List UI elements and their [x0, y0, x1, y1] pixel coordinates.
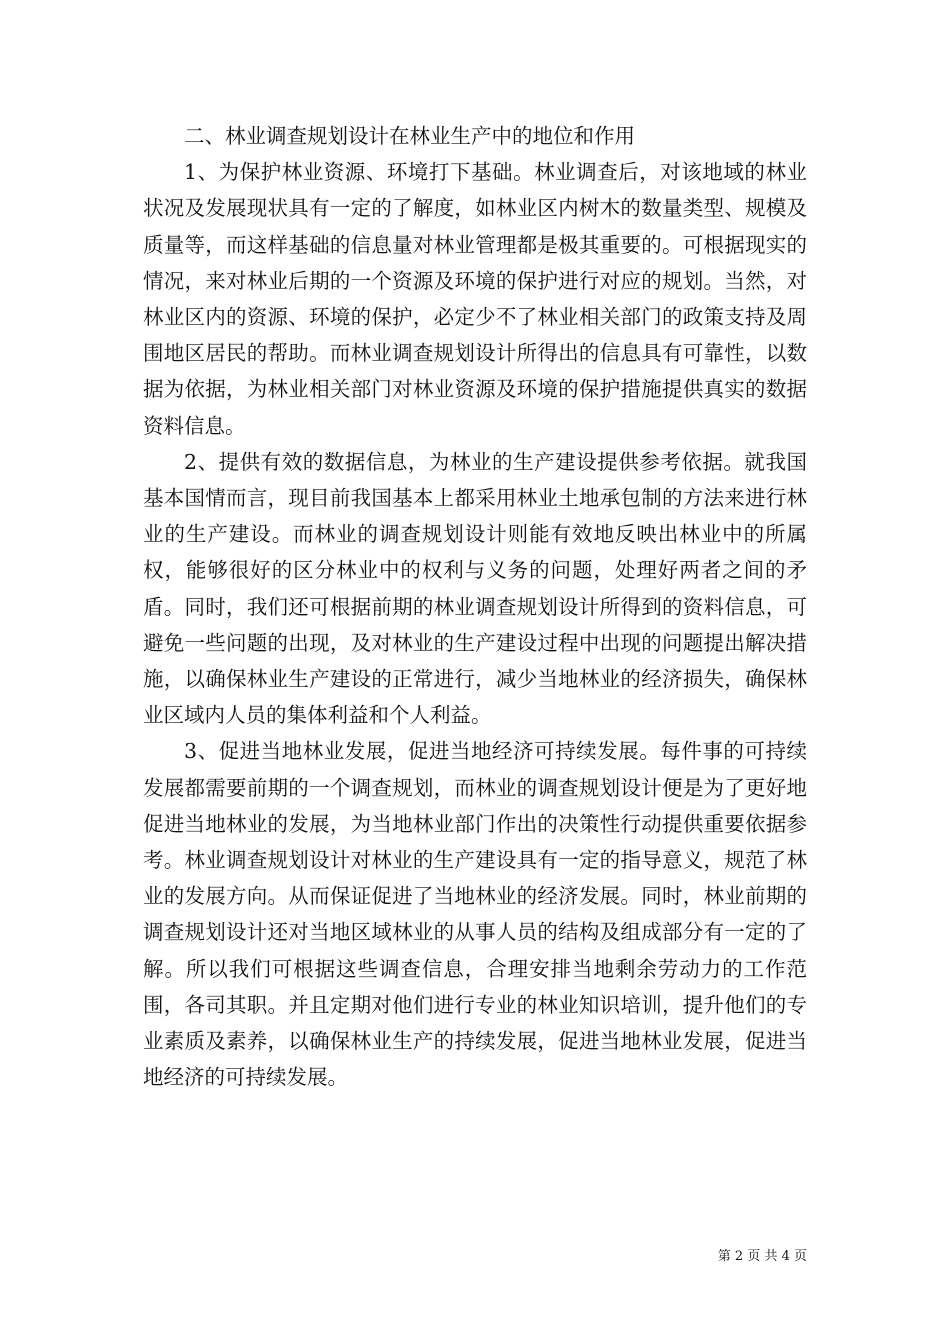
- section-heading: 二、林业调查规划设计在林业生产中的地位和作用: [184, 124, 635, 148]
- document-body: [143, 118, 807, 1095]
- paragraph-1: 1、为保护林业资源、环境打下基础。林业调查后，对该地域的林业状况及发展现状具有一定的了解度，如林业区内树木的数量类型、规模及质量等，而这样基础的信息量对林业管理都是极其重要的。可根据现实的情况，来对林业后期的一个资源及环境的保护进行对应的规划。当然，对林业区内的资源、环境的保护，必定少不了林业相关部门的政策支持及周围地区居民的帮助。而林业调查规划设计所得出的信息具有可靠性，以数据为依据，为林业相关部门对林业资源及环境的保护措施提供真实的数据资料信息。: [143, 160, 807, 438]
- page-number-footer: 第 2 页 共 4 页: [717, 1249, 807, 1264]
- paragraph-2: 2、提供有效的数据信息，为林业的生产建设提供参考依据。就我国基本国情而言，现目前我国基本上都采用林业土地承包制的方法来进行林业的生产建设。而林业的调查规划设计则能有效地反映出林业中的所属权，能够很好的区分林业中的权利与义务的问题，处理好两者之间的矛盾。同时，我们还可根据前期的林业调查规划设计所得到的资料信息，可避免一些问题的出现，及对林业的生产建设过程中出现的问题提出解决措施，以确保林业生产建设的正常进行，减少当地林业的经济损失，确保林业区域内人员的集体利益和个人利益。: [143, 449, 807, 728]
- paragraph-3: 3、促进当地林业发展，促进当地经济可持续发展。每件事的可持续发展都需要前期的一个调查规划，而林业的调查规划设计便是为了更好地促进当地林业的发展，为当地林业部门作出的决策性行动提供重要依据参考。林业调查规划设计对林业的生产建设具有一定的指导意义，规范了林业的发展方向。从而保证促进了当地林业的经济发展。同时，林业前期的调查规划设计还对当地区域林业的从事人员的结构及组成部分有一定的了解。所以我们可根据这些调查信息，合理安排当地剩余劳动力的工作范围，各司其职。并且定期对他们进行专业的林业知识培训，提升他们的专业素质及素养，以确保林业生产的持续发展，促进当地林业发展，促进当地经济的可持续发展。: [143, 739, 807, 1090]
